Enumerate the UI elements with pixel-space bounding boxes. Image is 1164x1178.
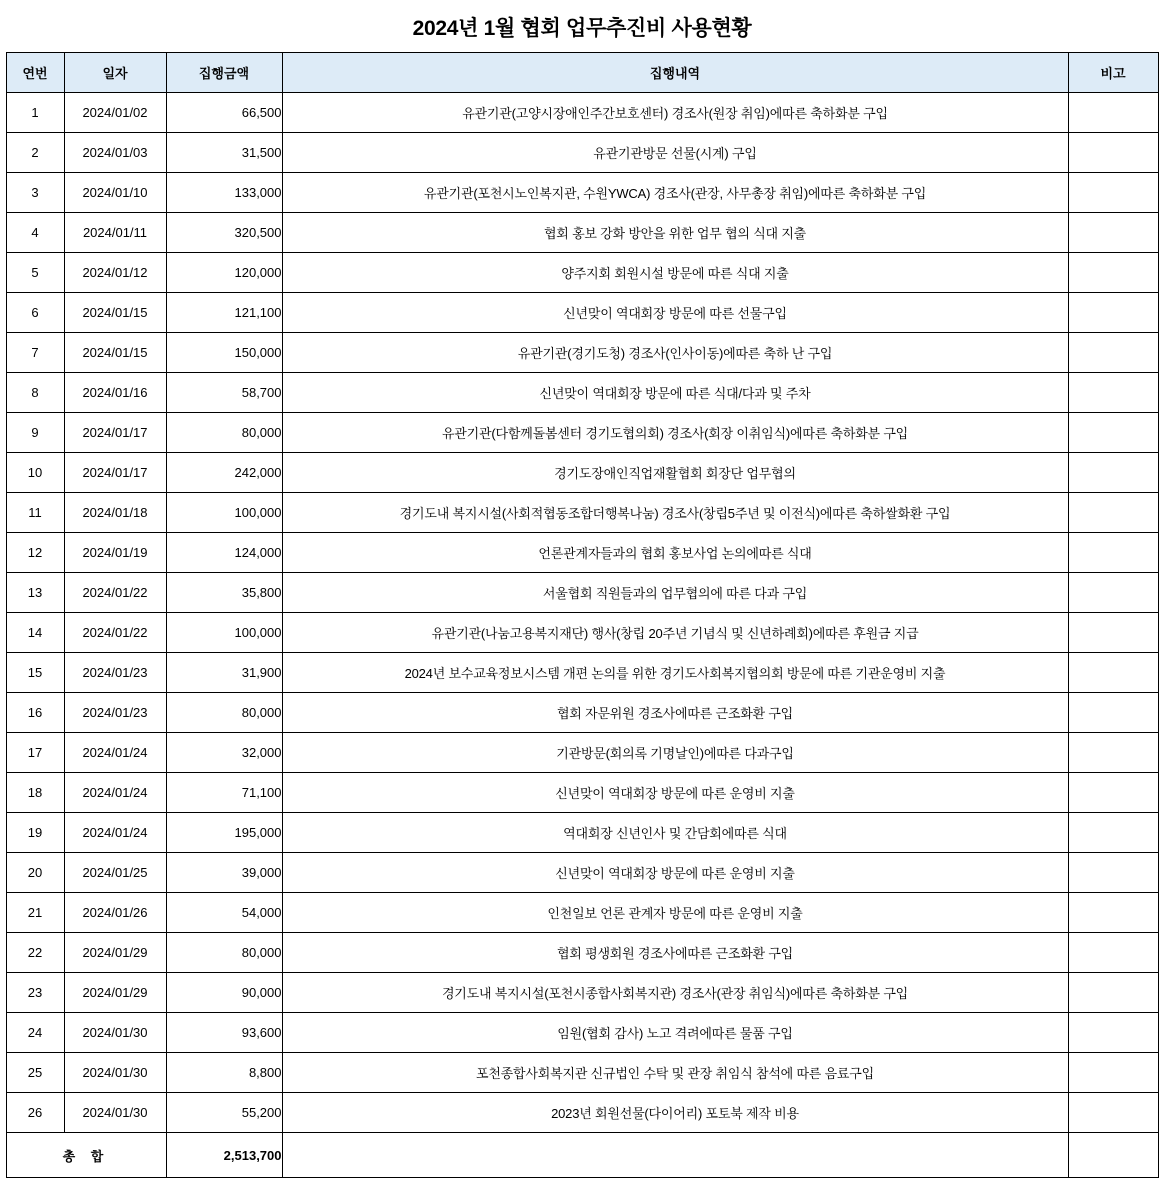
cell-description: 신년맞이 역대회장 방문에 따른 운영비 지출 [282, 773, 1068, 813]
cell-amount: 39,000 [166, 853, 282, 893]
cell-description: 경기도내 복지시설(사회적협동조합더행복나눔) 경조사(창립5주년 및 이전식)에따른 축하쌀화환 구입 [282, 493, 1068, 533]
table-row [6, 773, 1158, 813]
table-row [6, 533, 1158, 573]
cell-description: 경기도내 복지시설(포천시종합사회복지관) 경조사(관장 취임식)에따른 축하화분 구입 [282, 973, 1068, 1013]
cell-description: 협회 홍보 강화 방안을 위한 업무 협의 식대 지출 [282, 213, 1068, 253]
cell-date: 2024/01/15 [64, 333, 166, 373]
column-header-description: 집행내역 [282, 53, 1068, 93]
table-row [6, 213, 1158, 253]
cell-note [1068, 1093, 1158, 1133]
table-row [6, 453, 1158, 493]
cell-note [1068, 653, 1158, 693]
cell-note [1068, 413, 1158, 453]
cell-note [1068, 613, 1158, 653]
table-body [6, 93, 1158, 1178]
cell-amount: 54,000 [166, 893, 282, 933]
table-row [6, 1053, 1158, 1093]
cell-amount: 8,800 [166, 1053, 282, 1093]
cell-no: 2 [6, 133, 64, 173]
cell-no: 1 [6, 93, 64, 133]
cell-date: 2024/01/24 [64, 733, 166, 773]
table-header-row [6, 53, 1158, 93]
column-header-amount: 집행금액 [166, 53, 282, 93]
cell-description: 언론관계자들과의 협회 홍보사업 논의에따른 식대 [282, 533, 1068, 573]
cell-no: 9 [6, 413, 64, 453]
cell-description: 유관기관방문 선물(시계) 구입 [282, 133, 1068, 173]
cell-amount: 35,800 [166, 573, 282, 613]
cell-note [1068, 213, 1158, 253]
cell-note [1068, 93, 1158, 133]
cell-note [1068, 893, 1158, 933]
cell-amount: 100,000 [166, 493, 282, 533]
cell-no: 15 [6, 653, 64, 693]
cell-note [1068, 533, 1158, 573]
cell-description: 협회 자문위원 경조사에따른 근조화환 구입 [282, 693, 1068, 733]
cell-no: 21 [6, 893, 64, 933]
column-header-note: 비고 [1068, 53, 1158, 93]
cell-description: 서울협회 직원들과의 업무협의에 따른 다과 구입 [282, 573, 1068, 613]
table-row [6, 573, 1158, 613]
cell-note [1068, 373, 1158, 413]
cell-note [1068, 1013, 1158, 1053]
cell-amount: 58,700 [166, 373, 282, 413]
total-amount: 2,513,700 [166, 1133, 282, 1178]
cell-amount: 32,000 [166, 733, 282, 773]
cell-no: 5 [6, 253, 64, 293]
cell-no: 23 [6, 973, 64, 1013]
cell-date: 2024/01/02 [64, 93, 166, 133]
cell-date: 2024/01/10 [64, 173, 166, 213]
cell-no: 24 [6, 1013, 64, 1053]
table-row [6, 693, 1158, 733]
cell-description: 유관기관(경기도청) 경조사(인사이동)에따른 축하 난 구입 [282, 333, 1068, 373]
cell-date: 2024/01/24 [64, 813, 166, 853]
table-row [6, 133, 1158, 173]
cell-no: 22 [6, 933, 64, 973]
cell-date: 2024/01/15 [64, 293, 166, 333]
table-row [6, 973, 1158, 1013]
cell-no: 17 [6, 733, 64, 773]
cell-note [1068, 973, 1158, 1013]
cell-description: 양주지회 회원시설 방문에 따른 식대 지출 [282, 253, 1068, 293]
cell-date: 2024/01/22 [64, 613, 166, 653]
cell-no: 12 [6, 533, 64, 573]
cell-note [1068, 573, 1158, 613]
table-row [6, 653, 1158, 693]
cell-no: 26 [6, 1093, 64, 1133]
cell-note [1068, 133, 1158, 173]
cell-description: 임원(협회 감사) 노고 격려에따른 물품 구입 [282, 1013, 1068, 1053]
cell-no: 25 [6, 1053, 64, 1093]
total-row [6, 1133, 1158, 1178]
table-row [6, 413, 1158, 453]
cell-note [1068, 333, 1158, 373]
cell-description: 협회 평생회원 경조사에따른 근조화환 구입 [282, 933, 1068, 973]
total-note-blank [1068, 1133, 1158, 1178]
table-row [6, 733, 1158, 773]
cell-amount: 242,000 [166, 453, 282, 493]
cell-description: 신년맞이 역대회장 방문에 따른 식대/다과 및 주차 [282, 373, 1068, 413]
cell-date: 2024/01/17 [64, 453, 166, 493]
total-description-blank [282, 1133, 1068, 1178]
page-title: 2024년 1월 협회 업무추진비 사용현황 [412, 17, 752, 40]
table-row [6, 253, 1158, 293]
cell-note [1068, 933, 1158, 973]
cell-amount: 150,000 [166, 333, 282, 373]
table-row [6, 1093, 1158, 1133]
cell-date: 2024/01/19 [64, 533, 166, 573]
table-row [6, 373, 1158, 413]
cell-date: 2024/01/23 [64, 693, 166, 733]
cell-description: 신년맞이 역대회장 방문에 따른 선물구입 [282, 293, 1068, 333]
cell-date: 2024/01/30 [64, 1013, 166, 1053]
cell-no: 13 [6, 573, 64, 613]
cell-no: 19 [6, 813, 64, 853]
cell-date: 2024/01/30 [64, 1053, 166, 1093]
cell-no: 16 [6, 693, 64, 733]
total-label: 총 합 [6, 1133, 166, 1178]
cell-description: 유관기관(고양시장애인주간보호센터) 경조사(원장 취임)에따른 축하화분 구입 [282, 93, 1068, 133]
cell-amount: 80,000 [166, 413, 282, 453]
cell-note [1068, 773, 1158, 813]
cell-amount: 120,000 [166, 253, 282, 293]
cell-note [1068, 253, 1158, 293]
table-row [6, 333, 1158, 373]
cell-note [1068, 173, 1158, 213]
expense-table [6, 52, 1159, 1178]
cell-amount: 121,100 [166, 293, 282, 333]
cell-description: 신년맞이 역대회장 방문에 따른 운영비 지출 [282, 853, 1068, 893]
cell-amount: 100,000 [166, 613, 282, 653]
cell-amount: 133,000 [166, 173, 282, 213]
cell-amount: 66,500 [166, 93, 282, 133]
cell-date: 2024/01/23 [64, 653, 166, 693]
cell-description: 2024년 보수교육정보시스템 개편 논의를 위한 경기도사회복지협의회 방문에 따른 기관운영비 지출 [282, 653, 1068, 693]
cell-amount: 31,500 [166, 133, 282, 173]
cell-date: 2024/01/03 [64, 133, 166, 173]
cell-no: 20 [6, 853, 64, 893]
cell-description: 유관기관(포천시노인복지관, 수원YWCA) 경조사(관장, 사무총장 취임)에따른 축하화분 구입 [282, 173, 1068, 213]
cell-description: 포천종합사회복지관 신규법인 수탁 및 관장 취임식 참석에 따른 음료구입 [282, 1053, 1068, 1093]
cell-description: 역대회장 신년인사 및 간담회에따른 식대 [282, 813, 1068, 853]
table-row [6, 493, 1158, 533]
cell-amount: 80,000 [166, 933, 282, 973]
table-row [6, 613, 1158, 653]
cell-date: 2024/01/18 [64, 493, 166, 533]
cell-amount: 80,000 [166, 693, 282, 733]
cell-note [1068, 813, 1158, 853]
cell-no: 14 [6, 613, 64, 653]
cell-amount: 124,000 [166, 533, 282, 573]
cell-amount: 71,100 [166, 773, 282, 813]
cell-note [1068, 493, 1158, 533]
cell-date: 2024/01/26 [64, 893, 166, 933]
cell-description: 기관방문(회의록 기명날인)에따른 다과구입 [282, 733, 1068, 773]
cell-amount: 55,200 [166, 1093, 282, 1133]
cell-no: 11 [6, 493, 64, 533]
table-row [6, 293, 1158, 333]
cell-date: 2024/01/29 [64, 933, 166, 973]
cell-date: 2024/01/11 [64, 213, 166, 253]
table-row [6, 813, 1158, 853]
cell-amount: 195,000 [166, 813, 282, 853]
table-row [6, 93, 1158, 133]
table-row [6, 893, 1158, 933]
cell-no: 10 [6, 453, 64, 493]
cell-date: 2024/01/24 [64, 773, 166, 813]
cell-no: 3 [6, 173, 64, 213]
cell-no: 6 [6, 293, 64, 333]
cell-amount: 320,500 [166, 213, 282, 253]
cell-date: 2024/01/22 [64, 573, 166, 613]
cell-note [1068, 853, 1158, 893]
cell-description: 유관기관(다함께돌봄센터 경기도협의회) 경조사(회장 이취임식)에따른 축하화분 구입 [282, 413, 1068, 453]
cell-note [1068, 453, 1158, 493]
cell-note [1068, 693, 1158, 733]
cell-amount: 31,900 [166, 653, 282, 693]
table-header [6, 53, 1158, 93]
cell-description: 경기도장애인직업재활협회 회장단 업무협의 [282, 453, 1068, 493]
cell-no: 18 [6, 773, 64, 813]
column-header-date: 일자 [64, 53, 166, 93]
cell-note [1068, 1053, 1158, 1093]
cell-amount: 93,600 [166, 1013, 282, 1053]
cell-date: 2024/01/16 [64, 373, 166, 413]
cell-description: 인천일보 언론 관계자 방문에 따른 운영비 지출 [282, 893, 1068, 933]
cell-description: 유관기관(나눔고용복지재단) 행사(창립 20주년 기념식 및 신년하례회)에따른 후원금 지급 [282, 613, 1068, 653]
cell-no: 8 [6, 373, 64, 413]
cell-note [1068, 293, 1158, 333]
cell-date: 2024/01/12 [64, 253, 166, 293]
cell-description: 2023년 회원선물(다이어리) 포토북 제작 비용 [282, 1093, 1068, 1133]
table-row [6, 853, 1158, 893]
cell-amount: 90,000 [166, 973, 282, 1013]
cell-date: 2024/01/25 [64, 853, 166, 893]
cell-date: 2024/01/30 [64, 1093, 166, 1133]
table-row [6, 933, 1158, 973]
cell-date: 2024/01/17 [64, 413, 166, 453]
cell-no: 4 [6, 213, 64, 253]
table-row [6, 1013, 1158, 1053]
column-header-no: 연번 [6, 53, 64, 93]
cell-no: 7 [6, 333, 64, 373]
cell-date: 2024/01/29 [64, 973, 166, 1013]
cell-note [1068, 733, 1158, 773]
table-row [6, 173, 1158, 213]
